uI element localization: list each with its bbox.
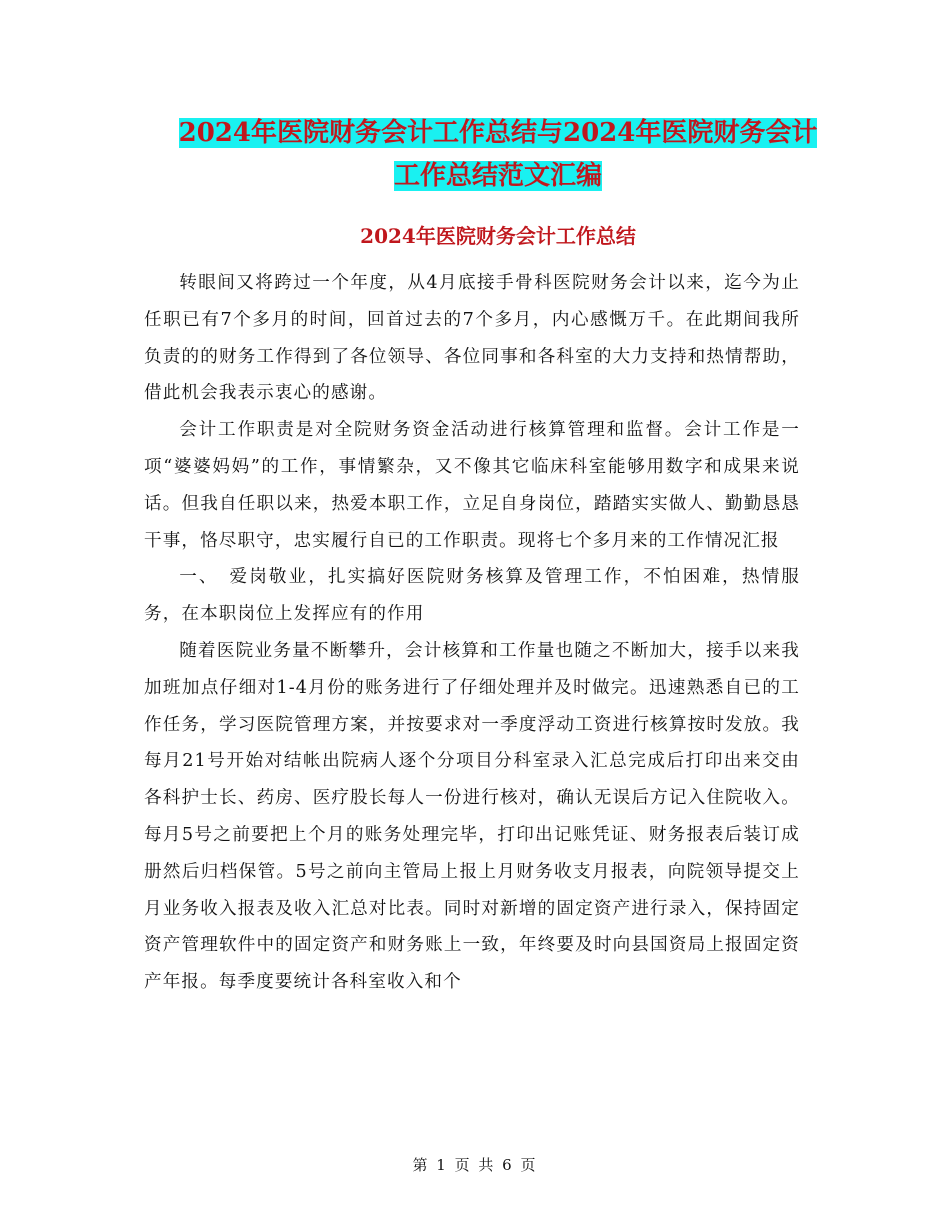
- document-title: [140, 112, 856, 198]
- title-line-1: 2024年医院财务会计工作总结与2024年医院财务会计: [178, 118, 818, 148]
- page-footer: 第 1 页 共 6 页: [412, 1156, 538, 1174]
- paragraph: 会计工作职责是对全院财务资金活动进行核算管理和监督。会计工作是一项“婆婆妈妈”的工作，事情繁杂，又不像其它临床科室能够用数字和成果来说话。但我自任职以来，热爱本职工作，立足自身岗位，踏踏实实做人、勤勤恳恳干事，恪尽职守，忠实履行自已的工作职责。现将七个多月来的工作情况汇报: [144, 420, 800, 551]
- paragraph: 一、 爱岗敬业，扎实搞好医院财务核算及管理工作，不怕困难，热情服务，在本职岗位上发挥应有的作用: [144, 567, 800, 625]
- paragraph: 转眼间又将跨过一个年度，从4月底接手骨科医院财务会计以来，迄今为止任职已有7个多月的时间，回首过去的7个多月，内心感慨万千。在此期间我所负责的的财务工作得到了各位领导、各位同事和各科室的大力支持和热情帮助，借此机会我表示衷心的感谢。: [144, 273, 800, 404]
- document-body: [144, 265, 800, 1001]
- paragraph: 随着医院业务量不断攀升，会计核算和工作量也随之不断加大，接手以来我加班加点仔细对1-4月份的账务进行了仔细处理并及时做完。迅速熟悉自已的工作任务，学习医院管理方案，并按要求对一季度浮动工资进行核算按时发放。我每月21号开始对结帐出院病人逐个分项目分科室录入汇总完成后打印出来交由各科护士长、药房、医疗股长每人一份进行核对，确认无误后方记入住院收入。每月5号之前要把上个月的账务处理完毕，打印出记账凭证、财务报表后装订成册然后归档保管。5号之前向主管局上报上月财务收支月报表，向院领导提交上月业务收入报表及收入汇总对比表。同时对新增的固定资产进行录入，保持固定资产管理软件中的固定资产和财务账上一致，年终要及时向县国资局上报固定资产年报。每季度要统计各科室收入和个: [144, 640, 800, 993]
- section-title: 2024年医院财务会计工作总结: [360, 224, 636, 248]
- title-line-2: 工作总结范文汇编: [393, 161, 602, 191]
